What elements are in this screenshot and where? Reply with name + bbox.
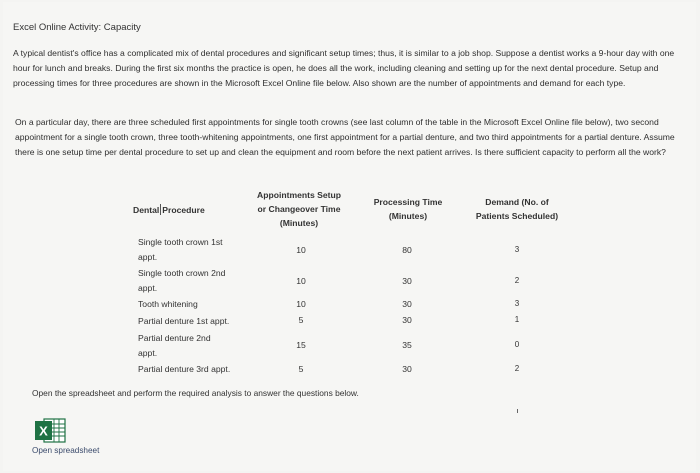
- header-demand-line1: Demand (No. of: [485, 197, 549, 207]
- cell-processing: 30: [402, 299, 412, 309]
- stray-mark: [517, 409, 518, 413]
- cell-processing: 30: [402, 276, 412, 286]
- row-label-line2: appt.: [138, 252, 158, 262]
- row-label-line1: Partial denture 3rd appt.: [138, 364, 231, 374]
- cell-setup: 10: [296, 299, 306, 309]
- cell-processing: 30: [402, 315, 412, 325]
- excel-icon[interactable]: [34, 417, 67, 444]
- cell-setup: 5: [298, 364, 304, 374]
- instruction-text: Open the spreadsheet and perform the required analysis to answer the questions below.: [32, 388, 359, 398]
- table-row-label: [138, 362, 248, 377]
- cell-processing: 35: [402, 340, 412, 350]
- cell-demand: 1: [514, 315, 520, 324]
- row-label-line2: appt.: [138, 348, 158, 358]
- cell-processing: 30: [402, 364, 412, 374]
- intro-paragraph: A typical dentist's office has a complicated mix of dental procedures and significant setup times; thus, it is similar to a job shop. Suppose a dentist works a 9-hour day with one hour for lunch and breaks. During the first six months the practice is open, he does all the work, including cleaning and setting up for the next dental procedure. Setup and processing times for three procedures are shown in the Microsoft Excel Online file below. Also shown are the number of appointments and demand for each type.: [13, 48, 675, 88]
- excel-icon-graphic: [34, 417, 67, 444]
- page-title: Excel Online Activity: Capacity: [13, 22, 141, 33]
- cell-demand: 0: [514, 340, 520, 349]
- row-label-line1: Partial denture 1st appt.: [138, 316, 230, 326]
- header-demand: [463, 195, 571, 223]
- cell-setup: 15: [296, 340, 306, 350]
- header-setup-line3: (Minutes): [279, 218, 319, 228]
- cell-demand: 3: [514, 299, 520, 308]
- table-row-label: [138, 266, 248, 296]
- cell-setup: 5: [298, 315, 304, 325]
- header-processing-time: [363, 195, 453, 223]
- table-row-label: [138, 331, 248, 361]
- table-row-label: [138, 297, 248, 312]
- header-demand-line2: Patients Scheduled): [475, 211, 559, 221]
- header-procedure-word1: Dental: [133, 205, 160, 215]
- header-setup-line2: or Changeover Time: [257, 204, 341, 214]
- header-ptime-line2: (Minutes): [388, 211, 428, 221]
- row-label-line1: Single tooth crown 1st: [138, 237, 223, 247]
- header-setup-line1: Appointments Setup: [256, 190, 342, 200]
- cell-demand: 2: [514, 364, 520, 373]
- cell-processing: 80: [402, 245, 412, 255]
- excel-icon-glyph: X: [39, 423, 48, 439]
- activity-page: [3, 2, 696, 471]
- header-ptime-line1: Processing Time: [373, 197, 443, 207]
- header-procedure: [133, 203, 233, 217]
- cell-setup: 10: [296, 245, 306, 255]
- table-row-label: [138, 314, 248, 329]
- header-setup-time: [243, 188, 355, 230]
- table-row-label: [138, 235, 248, 265]
- cell-demand: 2: [514, 276, 520, 285]
- row-label-line1: Single tooth crown 2nd: [138, 268, 226, 278]
- open-spreadsheet-link[interactable]: Open spreadsheet: [32, 446, 100, 455]
- cell-setup: 10: [296, 276, 306, 286]
- scenario-paragraph: On a particular day, there are three scheduled first appointments for single tooth crowns (see last column of the table in the Microsoft Excel Online file below), two second appointment for a single tooth crown, three tooth-whitening appointments, one first appointment for a partial denture, and two third appointments for a partial denture. Assume there is one setup time per dental procedure to set up and clean the equipment and room before the next patient arrives. Is there sufficient capacity to perform all the work?: [15, 117, 675, 157]
- row-label-line1: Partial denture 2nd: [138, 333, 211, 343]
- cell-demand: 3: [514, 245, 520, 254]
- header-procedure-word2: Procedure: [162, 205, 205, 215]
- row-label-line2: appt.: [138, 283, 158, 293]
- row-label-line1: Tooth whitening: [138, 299, 198, 309]
